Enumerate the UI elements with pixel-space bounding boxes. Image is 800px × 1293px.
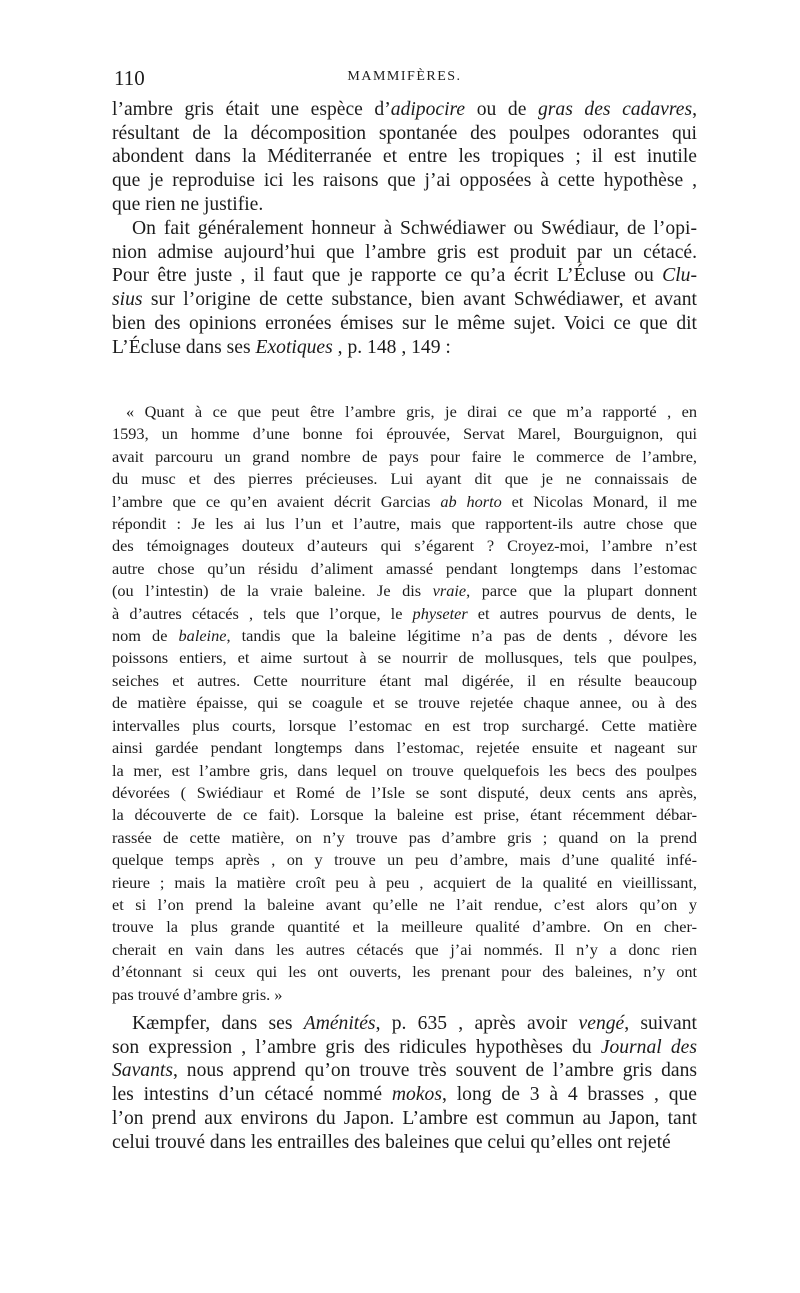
text-run: l’on prend aux environs du Japon. L’ambre est commun au Japon, tant (112, 1107, 697, 1129)
text-line (112, 647, 697, 669)
text-run: dévorées ( Swiédiaur et Romé de l’Isle se sont disputé, deux cents ans après, (112, 782, 697, 802)
text-run: , nous apprend qu’on trouve très souvent de l’ambre gris dans (172, 1060, 697, 1082)
text-line (112, 849, 697, 871)
italic-run: gras des cadavres (537, 99, 693, 120)
text-run: d’étonnant si ceux qui les ont ouverts, les prenant pour des baleines, n’y ont (112, 962, 697, 982)
text-run: la mer, est l’ambre gris, dans lequel on trouve quelquefois les becs des poulpes (112, 760, 697, 780)
text-line (112, 1012, 697, 1036)
text-line (112, 1083, 697, 1107)
text-line (112, 535, 697, 557)
text-run: que rien ne justifie. (112, 193, 264, 215)
text-run: que je reproduise ici les raisons que j’ai opposées à cette hypothèse , (112, 170, 697, 192)
italic-run: vraie (432, 581, 467, 601)
text-run: seiches et autres. Cette nourriture étant mal digérée, il en résulte beaucoup (112, 670, 697, 690)
text-line (112, 169, 697, 193)
text-run: , p. 635 , après avoir (375, 1013, 579, 1034)
text-run: , suivant (624, 1013, 697, 1034)
text-run: les intestins d’un cétacé nommé (112, 1084, 392, 1106)
text-run: bien des opinions erronées émises sur le même sujet. Voici ce que dit (112, 312, 697, 334)
text-line (112, 468, 697, 490)
italic-run: sius (112, 289, 143, 311)
italic-run: Savants (112, 1060, 173, 1082)
text-line (112, 916, 697, 938)
text-line (112, 715, 697, 737)
text-run: (ou l’intestin) de la vraie baleine. Je dis (112, 581, 433, 601)
text-run: et autres pourvus de dents, le (467, 603, 697, 623)
italic-run: Exotiques (255, 336, 333, 358)
text-run: quelque temps après , on y trouve un peu d’ambre, mais d’une qualité infé- (112, 850, 697, 870)
text-run: , p. 148 , 149 : (332, 336, 451, 358)
text-run: , tandis que la baleine légitime n’a pas de dents , dévore les (226, 626, 697, 646)
text-run: la découverte de ce fait). Lorsque la baleine est prise, étant récemment débar- (112, 805, 697, 825)
text-line (112, 288, 697, 312)
page-number: 110 (114, 66, 145, 90)
text-run: Pour être juste , il faut que je rapporte ce qu’a écrit L’Écluse ou (112, 265, 663, 287)
text-line (112, 580, 697, 602)
text-line (112, 264, 697, 288)
italic-run: Aménités (303, 1013, 376, 1034)
text-run: 1593, un homme d’une bonne foi éprouvée, Servat Marel, Bourguignon, qui (112, 424, 697, 444)
text-line (112, 446, 697, 468)
text-line (112, 558, 697, 580)
text-line (112, 145, 697, 169)
text-run: rieure ; mais la matière croît peu à peu , acquiert de la qualité en vieillissant, (112, 872, 697, 892)
text-run: et si l’on prend la baleine avant qu’elle ne l’ait rendue, c’est alors qu’on y (112, 894, 697, 914)
text-run: l’ambre que ce qu’en avaient décrit Garcias (112, 491, 441, 511)
text-line (112, 401, 697, 423)
text-line (112, 625, 697, 647)
running-title: MAMMIFÈRES. (347, 69, 462, 84)
text-line (112, 760, 697, 782)
text-line (112, 670, 697, 692)
block-quote-lecluse (112, 401, 697, 1006)
text-run: abondent dans la Méditerranée et entre les tropiques ; il est inutile (112, 146, 697, 168)
text-run: ainsi gardée pendant longtemps dans l’estomac, rejetée ensuite et nageant sur (112, 738, 697, 758)
paragraph-lecluse-intro (112, 217, 697, 359)
italic-run: Clu- (662, 265, 697, 287)
text-run: pas trouvé d’ambre gris. » (112, 984, 283, 1004)
text-line (112, 827, 697, 849)
italic-run: physeter (412, 603, 468, 623)
text-line (112, 984, 697, 1006)
text-run: trouve la plus grande quantité et la meilleure qualité d’ambre. On en cher- (112, 917, 697, 937)
text-run: celui trouvé dans les entrailles des baleines que celui qu’elles ont rejeté (112, 1131, 671, 1153)
text-run: poissons entiers, et aime surtout à se nourrir de mollusques, tels que poulpes, (112, 648, 697, 668)
text-line (112, 1107, 697, 1131)
text-line (112, 1131, 697, 1155)
text-run: L’Écluse dans ses (112, 336, 256, 358)
text-run: sur l’origine de cette substance, bien avant Schwédiawer, et avant (142, 289, 697, 311)
text-line (112, 872, 697, 894)
text-run: On fait généralement honneur à Schwédiawer ou Swédiaur, de l’opi- (132, 218, 697, 239)
italic-run: adipocire (390, 99, 466, 120)
paragraph-kaempfer (112, 1012, 697, 1154)
text-run: son expression , l’ambre gris des ridicules hypothèses du (112, 1036, 601, 1058)
text-run: de matière épaisse, qui se coagule et se trouve rejetée chaque annee, ou à des (112, 693, 697, 713)
text-run: et Nicolas Monard, il me (501, 491, 697, 511)
italic-run: mokos (391, 1084, 442, 1106)
text-run: répondit : Je les ai lus l’un et l’autre, mais que rapportent-ils autre chose que (112, 514, 697, 534)
text-run: Kæmpfer, dans ses (132, 1013, 304, 1034)
text-run: nion admise aujourd’hui que l’ambre gris est produit par un cétacé. (112, 241, 697, 263)
text-line (112, 336, 697, 360)
paragraph-continued (112, 98, 697, 217)
text-line (112, 603, 697, 625)
italic-run: ab horto (440, 491, 502, 511)
text-line (112, 692, 697, 714)
text-run: autre chose qu’un résidu d’aliment amassé pendant longtemps dans l’estomac (112, 558, 697, 578)
italic-run: baleine (178, 626, 227, 646)
text-line (112, 804, 697, 826)
text-run: rassée de cette matière, on n’y trouve pas d’ambre gris ; quand on la prend (112, 827, 697, 847)
text-line (112, 1036, 697, 1060)
text-line (112, 217, 697, 241)
text-run: avait parcouru un grand nombre de pays pour faire le commerce de l’ambre, (112, 446, 697, 466)
text-line (112, 193, 697, 217)
text-line (112, 98, 697, 122)
text-line (112, 122, 697, 146)
text-run: intervalles plus courts, lorsque l’estomac en est trop surchargé. Cette matière (112, 715, 697, 735)
text-line (112, 737, 697, 759)
text-line (112, 961, 697, 983)
text-line (112, 894, 697, 916)
text-run: ou de (465, 99, 538, 120)
text-run: du musc et des pierres précieuses. Lui ayant dit que je ne connaissais de (112, 469, 697, 489)
text-line (112, 241, 697, 265)
text-line (112, 513, 697, 535)
text-run: l’ambre gris était une espèce d’ (112, 99, 391, 120)
text-run: nom de (112, 626, 179, 646)
text-run: des témoignages douteux d’auteurs qui s’égarent ? Croyez-moi, l’ambre n’est (112, 536, 697, 556)
text-line (112, 312, 697, 336)
text-run: « Quant à ce que peut être l’ambre gris, je dirai ce que m’a rapporté , en (126, 402, 697, 421)
italic-run: vengé (578, 1013, 625, 1034)
text-run: , parce que la plupart donnent (466, 581, 697, 601)
text-run: , long de 3 à 4 brasses , que (441, 1084, 697, 1106)
text-run: à d’autres cétacés , tels que l’orque, le (112, 603, 413, 623)
text-line (112, 491, 697, 513)
text-line (112, 939, 697, 961)
text-run: , (692, 99, 697, 120)
text-line (112, 782, 697, 804)
page-header (112, 66, 697, 92)
text-line (112, 423, 697, 445)
text-run: résultant de la décomposition spontanée des poulpes odorantes qui (112, 122, 697, 144)
text-line (112, 1059, 697, 1083)
text-run: cherait en vain dans les autres cétacés que j’ai nommés. Il n’y a donc rien (112, 939, 697, 959)
italic-run: Journal des (600, 1036, 697, 1058)
